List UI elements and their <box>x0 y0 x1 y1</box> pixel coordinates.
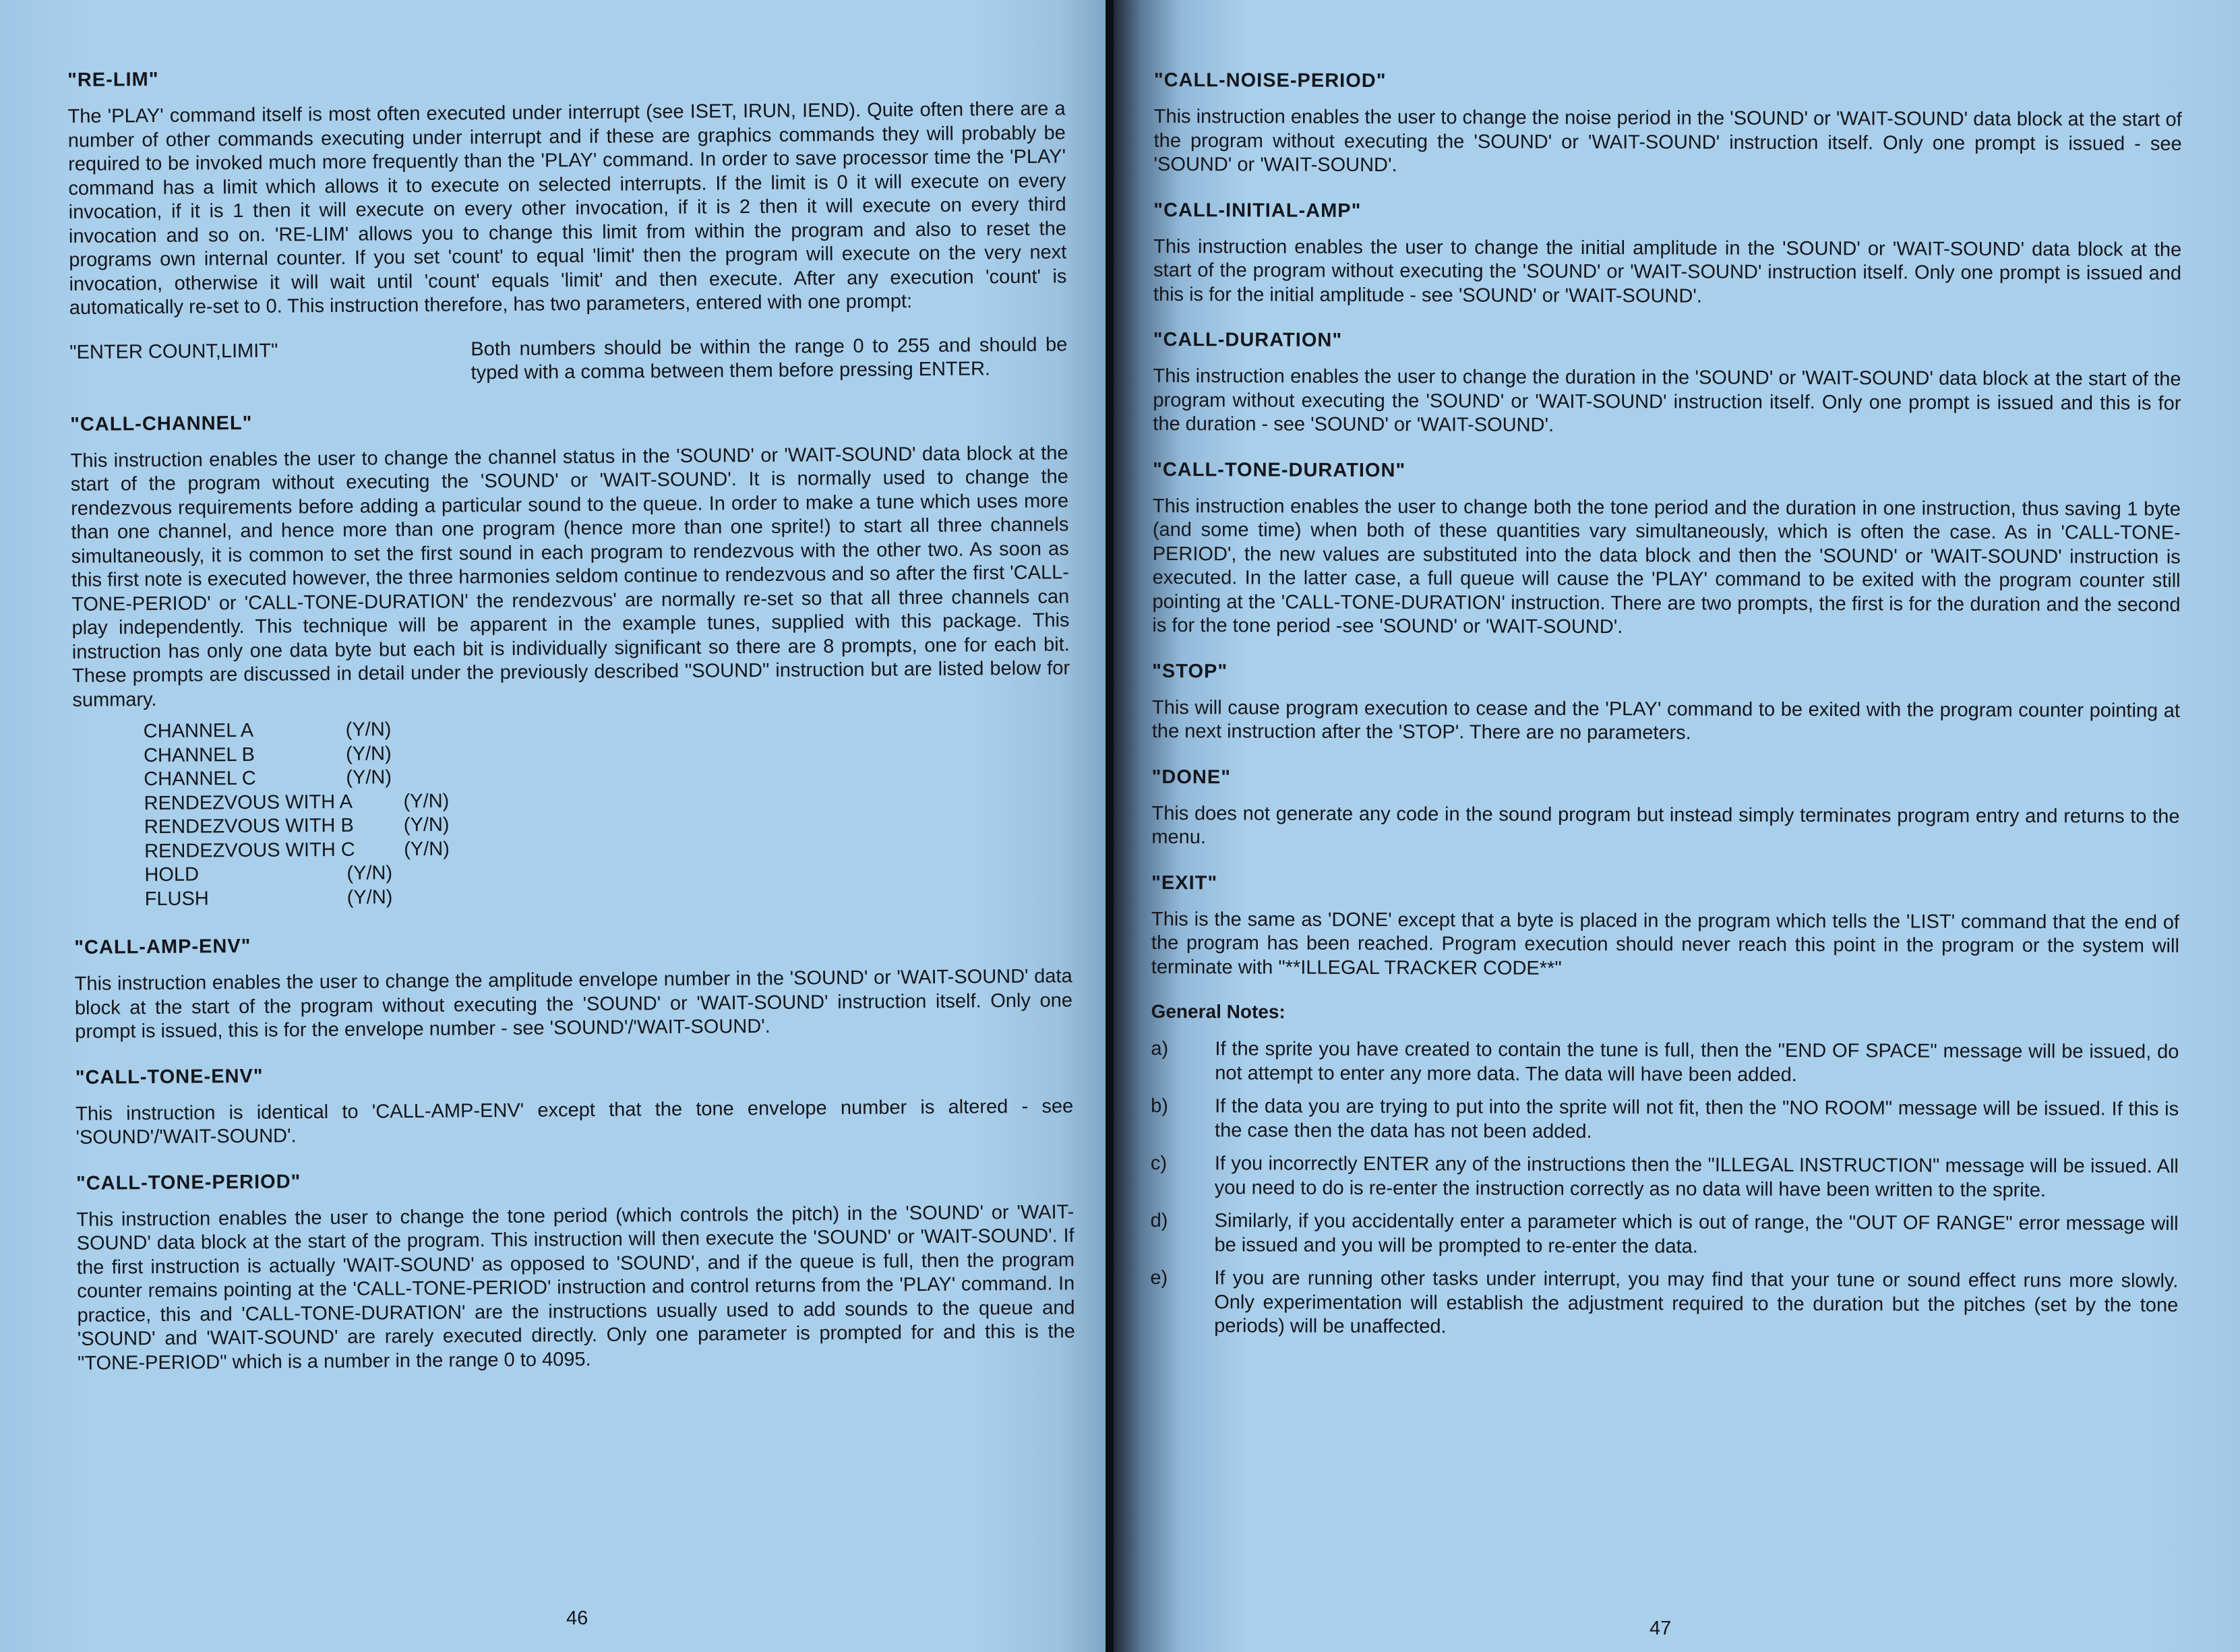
call-tone-env-heading: "CALL-TONE-ENV" <box>75 1065 264 1089</box>
page-number-right: 47 <box>1649 1618 1672 1639</box>
general-note-item <box>1151 1152 2179 1203</box>
call-duration-text: This instruction enables the user to change the duration in the 'SOUND' or 'WAIT-SOUND' data block at the start of the program without executing the 'SOUND' or 'WAIT-SOUND' instruction itself. Only one prompt is issued and this is for the duration - see 'SOUND' or 'WAIT-SOUND'. <box>1153 365 2181 436</box>
call-noise-period-text: This instruction enables the user to change the noise period in the 'SOUND' or 'WAIT-SOUND' data block at the start of the program without executing the 'SOUND' or 'WAIT-SOUND' instruction itself. Only one prompt is issued - see 'SOUND' or 'WAIT-SOUND'. <box>1153 105 2182 177</box>
call-amp-env-text: This instruction enables the user to change the amplitude envelope number in the 'SOUND' or 'WAIT-SOUND' data block at the start of the program without executing the 'SOUND' or 'WAIT-SOUND' instruction itself. Only one prompt is issued, this is for the envelope number - see 'SOUND'/'WAIT-SOUND'. <box>74 965 1073 1043</box>
relim-heading: "RE-LIM" <box>67 68 159 91</box>
general-notes-list <box>1150 1037 2179 1341</box>
channel-prompt-yn: (Y/N) <box>345 742 392 765</box>
left-page-column <box>67 59 1075 1396</box>
right-page <box>1114 0 2240 1652</box>
channel-prompt-yn: (Y/N) <box>345 718 392 741</box>
note-letter: b) <box>1151 1095 1169 1118</box>
general-note-item <box>1150 1266 2178 1341</box>
call-channel-heading: "CALL-CHANNEL" <box>70 412 253 435</box>
call-tone-period-text: This instruction enables the user to change the tone period (which controls the pitch) in the 'SOUND' or 'WAIT-SOUND' data block at the start of the program. This instruction will then execute the 'SOUND' or 'WAIT-SOUND'. If the first instruction is actually 'WAIT-SOUND' as opposed to 'SOUND', and if the queue is full, then the program counter remains pointing at the 'CALL-TONE-PERIOD' instruction and control returns from the 'PLAY' command. In practice, this and 'CALL-TONE-DURATION' are the instructions usually used to add sounds to the queue and 'SOUND' and 'WAIT-SOUND' are rarely executed directly. Only one parameter is prompted for and this is the "TONE-PERIOD" which is a number in the range 0 to 4095. <box>76 1200 1075 1374</box>
done-text: This does not generate any code in the sound program but instead simply terminates program entry and returns to the menu. <box>1151 802 2180 849</box>
call-initial-amp-text: This instruction enables the user to change the initial amplitude in the 'SOUND' or 'WAIT-SOUND' data block at the start of the program without executing the 'SOUND' or 'WAIT-SOUND' instruction itself. Only one prompt is issued and this is for the initial amplitude - see 'SOUND' or 'WAIT-SOUND'. <box>1153 235 2182 307</box>
general-note-item <box>1151 1037 2179 1089</box>
relim-text: The 'PLAY' command itself is most often executed under interrupt (see ISET, IRUN, IEND). Quite often there are a number of other commands executing under interrupt and if these are graphics commands they will probably be required to be invoked much more frequently than the 'PLAY' command. In order to save processor time the 'PLAY' command has a limit which allows it to execute on selected interrupts. If the limit is 0 it will execute on every invocation, if it is 1 then it will execute on every other invocation, if it is 2 then it will execute on every third invocation and so on. 'RE-LIM' allows you to change this limit from within the program and also to reset the programs own internal counter. If you set 'count' to equal 'limit' then the program will execute on the very next invocation, otherwise it will wait until 'count' equals 'limit' and then execute. After any execution 'count' is automatically re-set to 0. This instruction therefore, has two parameters, entered with one prompt: <box>67 98 1067 319</box>
note-text: If you are running other tasks under interrupt, you may find that your tune or sound effect runs more slowly. Only experimentation will establish the adjustment required to the duration but the pitches (set by the tone periods) will be unaffected. <box>1214 1267 2179 1338</box>
exit-text: This is the same as 'DONE' except that a byte is placed in the program which tells the 'LIST' command that the end of the program has been reached. Program execution should never reach this point in the program or the system will terminate with "**ILLEGAL TRACKER CODE**" <box>1151 908 2180 979</box>
call-noise-period-heading: "CALL-NOISE-PERIOD" <box>1153 69 1387 92</box>
page-number-left: 46 <box>566 1608 588 1629</box>
channel-prompt-name: RENDEZVOUS WITH B <box>144 814 354 838</box>
stop-heading: "STOP" <box>1152 660 1228 682</box>
call-tone-duration-text: This instruction enables the user to change both the tone period and the duration in one instruction, thus saving 1 byte (and some time) when both of these quantities vary simultaneously, which is often the case. As in 'CALL-TONE-PERIOD', the new values are substituted into the data block and then the 'SOUND' or 'WAIT-SOUND' instruction is executed. In the latter case, a full queue will cause the 'PLAY' command to be exited with the program counter still pointing at the 'CALL-TONE-DURATION' instruction. There are two prompts, the first is for the duration and the second is for the tone period -see 'SOUND' or 'WAIT-SOUND'. <box>1152 495 2181 638</box>
call-duration-heading: "CALL-DURATION" <box>1153 328 1343 351</box>
channel-prompt-yn: (Y/N) <box>346 862 393 884</box>
note-text: If the data you are trying to put into the sprite will not fit, then the "NO ROOM" message will be issued. If this is the case then the data has not been added. <box>1214 1095 2179 1142</box>
channel-prompt-yn: (Y/N) <box>403 790 450 812</box>
right-page-column <box>1150 67 2182 1351</box>
call-tone-duration-heading: "CALL-TONE-DURATION" <box>1153 458 1406 481</box>
channel-prompt-name: CHANNEL A <box>143 719 254 743</box>
call-tone-env-text: This instruction is identical to 'CALL-AMP-ENV' except that the tone envelope number is altered - see 'SOUND'/'WAIT-SOUND'. <box>75 1095 1074 1149</box>
note-letter: a) <box>1151 1037 1169 1060</box>
channel-prompt-name: HOLD <box>144 863 200 886</box>
channel-prompt-name: FLUSH <box>144 887 209 910</box>
channel-prompt-name: CHANNEL C <box>144 767 256 791</box>
done-heading: "DONE" <box>1151 766 1232 788</box>
channel-prompt-yn: (Y/N) <box>403 838 450 860</box>
call-tone-period-heading: "CALL-TONE-PERIOD" <box>75 1170 301 1194</box>
note-letter: e) <box>1150 1266 1168 1289</box>
note-text: Similarly, if you accidentally enter a parameter which is out of range, the "OUT OF RANGE" error message will be issued and you will be prompted to re-enter the data. <box>1214 1210 2179 1258</box>
note-letter: c) <box>1150 1152 1168 1175</box>
relim-prompt <box>69 333 1068 389</box>
call-initial-amp-heading: "CALL-INITIAL-AMP" <box>1153 199 1362 222</box>
channel-prompt-list <box>144 712 1072 911</box>
left-page <box>0 0 1106 1652</box>
relim-prompt-description: Both numbers should be within the range 0 to 255 and should be typed with a comma between them before pressing ENTER. <box>471 333 1068 384</box>
channel-prompt-yn: (Y/N) <box>403 814 450 836</box>
channel-prompt-name: RENDEZVOUS WITH A <box>144 791 353 814</box>
channel-prompt-yn: (Y/N) <box>346 886 393 909</box>
note-text: If you incorrectly ENTER any of the instructions then the "ILLEGAL INSTRUCTION" message will be issued. All you need to do is re-enter the instruction correctly as no data will have been written to the sprite. <box>1214 1153 2179 1201</box>
channel-prompt-name: CHANNEL B <box>143 743 255 766</box>
channel-prompt-yn: (Y/N) <box>346 766 392 789</box>
exit-heading: "EXIT" <box>1151 871 1218 894</box>
call-amp-env-heading: "CALL-AMP-ENV" <box>74 935 251 958</box>
relim-prompt-label: "ENTER COUNT,LIMIT" <box>69 340 278 363</box>
call-channel-text: This instruction enables the user to change the channel status in the 'SOUND' or 'WAIT-SOUND' data block at the start of the program without executing the 'SOUND' or 'WAIT-SOUND'. It is normally used to change the rendezvous requirements before adding a particular sound to the queue. In order to make a tune which uses more than one channel, and hence more than one program (hence more than one sprite!) to start all three channels simultaneously, it is common to set the first sound in each program to rendezvous with the other two. As soon as this first note is executed however, the three harmonies seldom continue to rendezvous and so after the first 'CALL-TONE-PERIOD' or 'CALL-TONE-DURATION' the rendezvous' are normally re-set so that all three channels can play independently. This technique will be apparent in the example tunes, supplied with this package. This instruction has only one data byte but each bit is individually significant so there are 8 prompts, one for each bit. These prompts are discussed in detail under the previously described "SOUND" instruction but are listed below for summary. <box>70 441 1070 711</box>
general-note-item <box>1150 1209 2178 1260</box>
general-notes-heading: General Notes: <box>1151 1000 1285 1022</box>
channel-prompt-name: RENDEZVOUS WITH C <box>144 838 355 862</box>
note-letter: d) <box>1150 1209 1168 1232</box>
note-text: If the sprite you have created to contain the tune is full, then the "END OF SPACE" message will be issued, do not attempt to enter any more data. The data will have been added. <box>1215 1038 2179 1086</box>
general-note-item <box>1151 1095 2179 1146</box>
stop-text: This will cause program execution to cease and the 'PLAY' command to be exited with the program counter pointing at the next instruction after the 'STOP'. There are no parameters. <box>1151 696 2181 744</box>
